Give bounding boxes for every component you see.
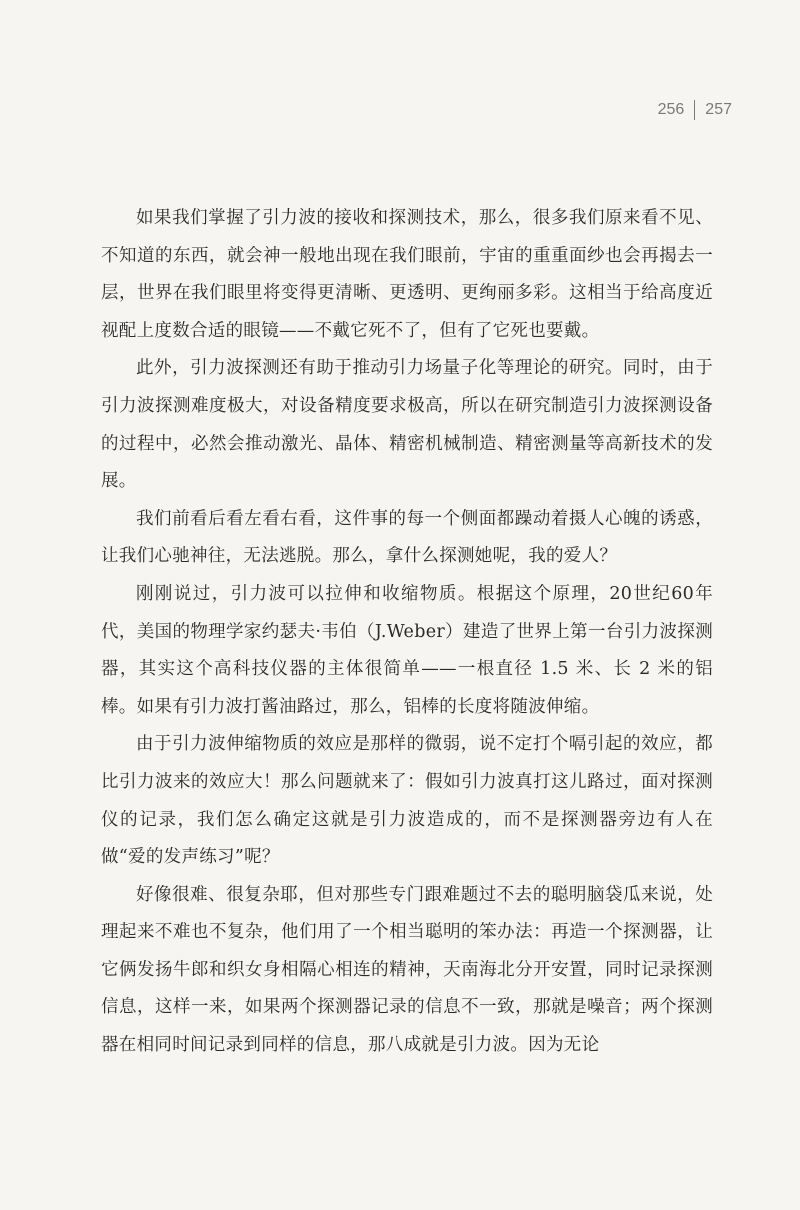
paragraph-2: 此外，引力波探测还有助于推动引力场量子化等理论的研究。同时，由于引力波探测难度极大，对设备精度要求极高，所以在研究制造引力波探测设备的过程中，必然会推动激光、晶体、精密机械制造、精密测量等高新技术的发展。: [101, 358, 713, 492]
paragraph-3: 我们前看后看左看右看，这件事的每一个侧面都躁动着摄人心魄的诱惑，让我们心驰神往，无法逃脱。那么，拿什么探测她呢，我的爱人？: [101, 508, 713, 567]
text-body: [101, 200, 713, 1065]
page-number-separator: [694, 100, 695, 120]
paragraph-4: 刚刚说过，引力波可以拉伸和收缩物质。根据这个原理，20世纪60年代，美国的物理学家约瑟夫·韦伯（J.Weber）建造了世界上第一台引力波探测器，其实这个高科技仪器的主体很简单——一根直径 1.5 米、长 2 米的铝棒。如果有引力波打酱油路过，那么，铝棒的长度将随波伸缩。: [101, 583, 713, 717]
right-page-number: 257: [705, 101, 732, 118]
left-page-number: 256: [657, 101, 685, 118]
page-number: [658, 100, 732, 120]
paragraph-5: 由于引力波伸缩物质的效应是那样的微弱，说不定打个嗝引起的效应，都比引力波来的效应大！那么问题就来了：假如引力波真打这儿路过，面对探测仪的记录，我们怎么确定这就是引力波造成的，而不是探测器旁边有人在做“爱的发声练习”呢？: [101, 734, 713, 868]
paragraph-6: 好像很难、很复杂耶，但对那些专门跟难题过不去的聪明脑袋瓜来说，处理起来不难也不复杂，他们用了一个相当聪明的笨办法：再造一个探测器，让它俩发扬牛郎和织女身相隔心相连的精神，天南海北分开安置，同时记录探测信息，这样一来，如果两个探测器记录的信息不一致，那就是噪音；两个探测器在相同时间记录到同样的信息，那八成就是引力波。因为无论: [101, 884, 713, 1056]
paragraph-1: 如果我们掌握了引力波的接收和探测技术，那么，很多我们原来看不见、不知道的东西，就会神一般地出现在我们眼前，宇宙的重重面纱也会再揭去一层，世界在我们眼里将变得更清晰、更透明、更绚丽多彩。这相当于给高度近视配上度数合适的眼镜——不戴它死不了，但有了它死也要戴。: [101, 208, 713, 341]
